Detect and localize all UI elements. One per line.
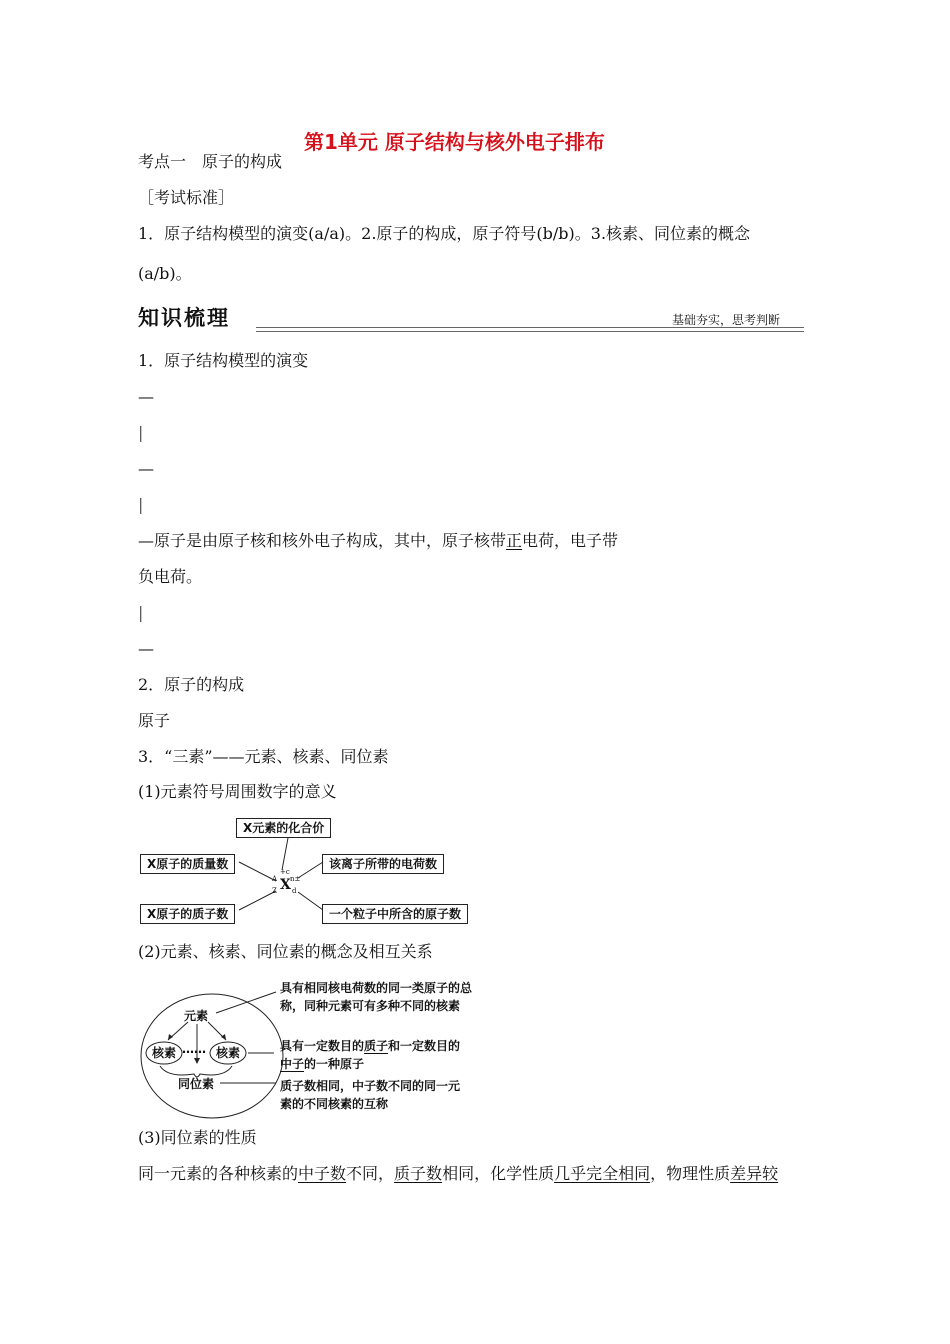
- nuclide-definition-1: [280, 1038, 460, 1054]
- element-definition-2: 称，同种元素可有多种不同的核素: [280, 999, 461, 1013]
- page-title: 第1单元 原子结构与核外电子排布: [304, 130, 605, 154]
- isotope-definition-2: 素的不同核素的互称: [280, 1097, 389, 1111]
- item3-title: 3．“三素”——元素、核素、同位素: [138, 747, 389, 766]
- atom-text-b: 电荷，电子带: [522, 531, 619, 550]
- item2-text: 原子: [138, 711, 171, 730]
- prop-text-d: ，物理性质: [650, 1164, 731, 1183]
- sub2-title: (2)元素、核素、同位素的概念及相互关系: [138, 942, 433, 961]
- symbol-diagram: [138, 814, 478, 926]
- item2-title: 2．原子的构成: [138, 675, 245, 694]
- atom-count-box: 一个粒子中所含的原子数: [322, 904, 468, 924]
- nuclide-def-text-a: 具有一定数目的: [280, 1039, 365, 1053]
- symbol-n: n±: [290, 875, 301, 883]
- nuclide-dots: ……: [182, 1042, 206, 1056]
- element-definition-1: 具有相同核电荷数的同一类原子的总: [280, 981, 473, 995]
- physical-property-answer: 差异较: [730, 1164, 779, 1183]
- proton-number-box: X原子的质子数: [140, 904, 235, 924]
- symbol-c: +c: [280, 868, 290, 876]
- neutron-answer: 中子: [280, 1057, 305, 1071]
- mass-number-box: X原子的质量数: [140, 854, 235, 874]
- neutron-number-answer: 中子数: [298, 1164, 347, 1183]
- valence-box: X元素的化合价: [236, 818, 331, 838]
- prop-text-a: 同一元素的各种核素的: [138, 1164, 299, 1183]
- timeline-bar: |: [138, 495, 144, 514]
- item1-title: 1．原子结构模型的演变: [138, 351, 309, 370]
- kaodian-heading: 考点一 原子的构成: [138, 152, 283, 171]
- isotope-definition-1: 质子数相同，中子数不同的同一元: [280, 1079, 461, 1093]
- section-title: 知识梳理: [138, 306, 230, 330]
- nuclide-right-label: 核素: [216, 1046, 241, 1060]
- chemical-property-answer: 几乎完全相同: [554, 1164, 651, 1183]
- nuclide-left-label: 核素: [152, 1046, 177, 1060]
- standard-label: ［考试标准］: [138, 188, 235, 207]
- atom-description-2: 负电荷。: [138, 567, 203, 586]
- symbol-x: X: [280, 877, 291, 893]
- positive-answer: 正: [506, 531, 523, 550]
- timeline-dash: —: [138, 459, 154, 478]
- sub1-title: (1)元素符号周围数字的意义: [138, 782, 337, 801]
- symbol-d: d: [292, 887, 297, 895]
- isotope-properties: [138, 1164, 778, 1184]
- standard-line-2: (a/b)。: [138, 264, 192, 283]
- prop-text-c: 相同，化学性质: [442, 1164, 555, 1183]
- element-label: 元素: [184, 1009, 209, 1023]
- section-subtitle: 基础夯实，思考判断: [672, 313, 781, 327]
- symbol-z: Z: [272, 887, 277, 895]
- prop-text-b: 不同，: [346, 1164, 395, 1183]
- element-symbol: [270, 868, 306, 898]
- timeline-dash: —: [138, 639, 154, 658]
- timeline-dash: —: [138, 387, 154, 406]
- timeline-bar: |: [138, 603, 144, 622]
- symbol-a: A: [272, 875, 278, 883]
- atom-text-a: —原子是由原子核和核外电子构成，其中，原子核带: [138, 531, 507, 550]
- nuclide-definition-2: [280, 1056, 364, 1072]
- nuclide-def-text-b: 和一定数目的: [388, 1039, 461, 1053]
- relation-diagram: [138, 976, 508, 1120]
- timeline-bar: |: [138, 423, 144, 442]
- standard-line-1: 1．原子结构模型的演变(a/a)。2.原子的构成，原子符号(b/b)。3.核素、同位素的概念: [138, 224, 751, 243]
- nuclide-def-text-c: 的一种原子: [304, 1057, 365, 1071]
- ion-charge-box: 该离子所带的电荷数: [322, 854, 444, 874]
- atom-description: [138, 531, 618, 551]
- proton-number-answer: 质子数: [394, 1164, 443, 1183]
- sub3-title: (3)同位素的性质: [138, 1128, 257, 1147]
- isotope-label: 同位素: [178, 1077, 215, 1091]
- proton-answer: 质子: [364, 1039, 389, 1053]
